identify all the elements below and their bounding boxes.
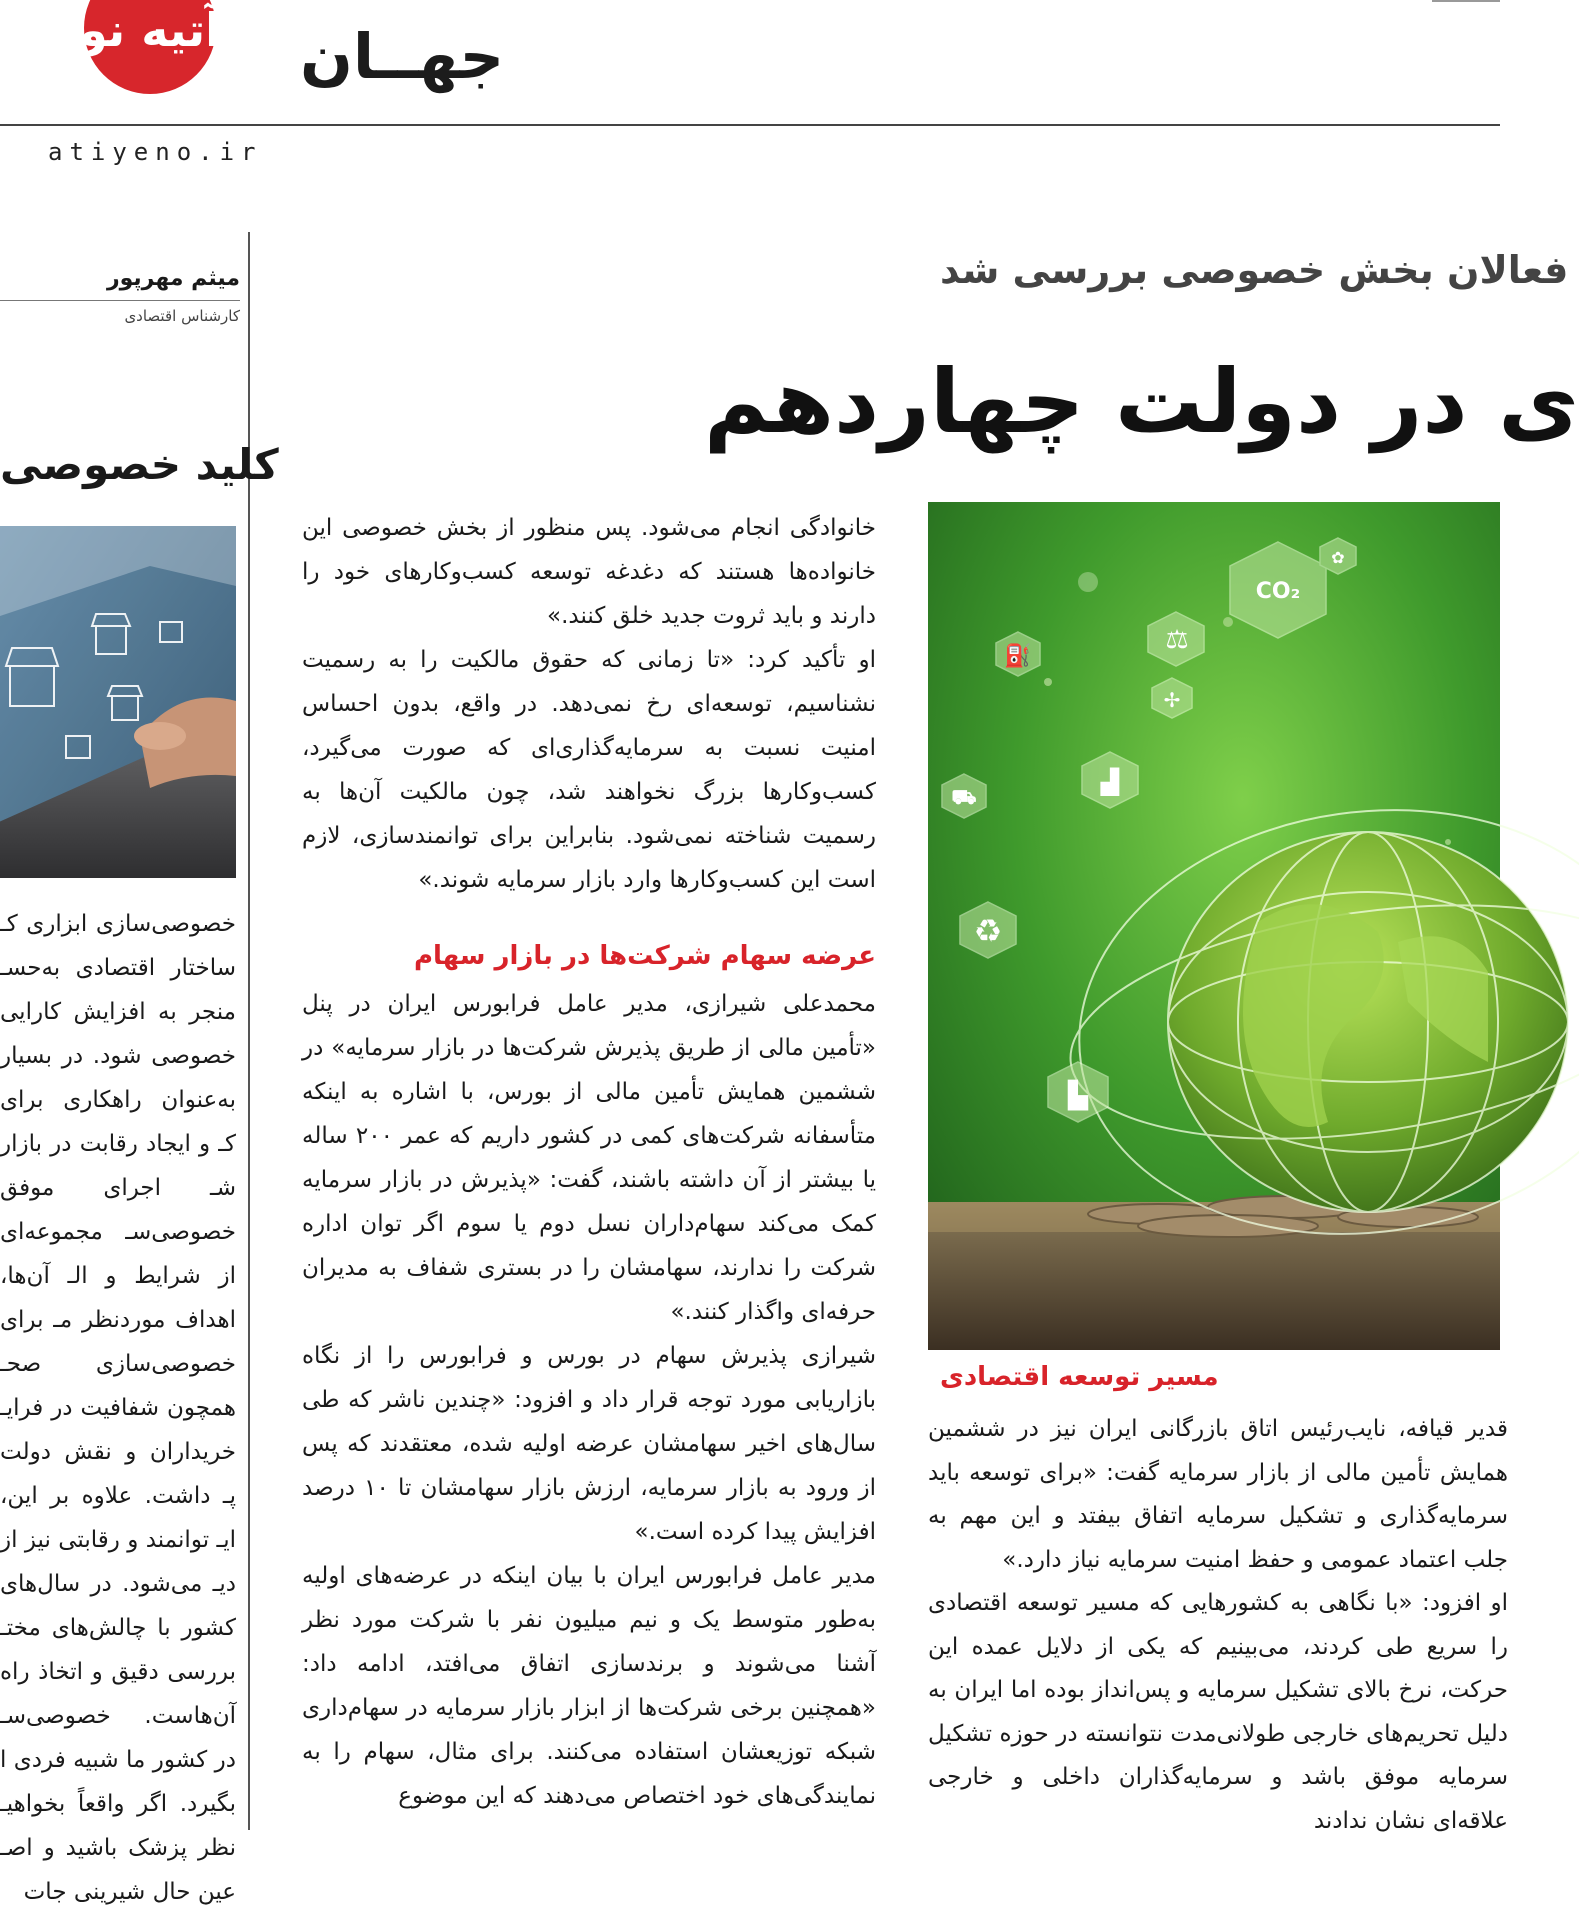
factory-icon: ▙ [1068, 1081, 1088, 1111]
svg-text:CO₂: CO₂ [1255, 579, 1301, 604]
right-paragraph: قدیر قیافه، نایب‌رئیس اتاق بازرگانی ایران نیز در ششمین همایش تأمین مالی از بازار سرمایه گفت: «برای توسعه باید سرمایه‌گذاری و تشکیل سرمایه اتفاق بیفتد و این مهم به جلب اعتماد عمومی و حفظ امنیت سرمایه نیاز دارد.» [928, 1416, 1508, 1573]
sidebar-title-text: کلید خصوصی [0, 440, 279, 489]
middle-paragraph: او تأکید کرد: «تا زمانی که حقوق مالکیت را به رسمیت نشناسیم، توسعه‌ای رخ نمی‌دهد. در واقع، بدون احساس امنیت نسبت به سرمایه‌گذاری‌ای که صورت می‌گیرد، کسب‌وکارها بزرگ نخواهند شد، چون مالکیت آن‌ها به رسمیت شناخته نمی‌شود. بنابراین برای توانمندسازی، لازم است این کسب‌وکارها وارد بازار سرمایه شوند.» [302, 647, 876, 893]
author-role: کارشناس اقتصادی [124, 307, 240, 325]
sidebar-paragraph: خصوصی‌سازی ابزاری کـ ساختار اقتصادی به‌حسـ منجر به افزایش کارایی خصوصی شود. در بسیار به‌عنوان راهکاری برای کـ و ایجاد رقابت در بازار شـ اجرای موفق خصوصی‌سـ مجموعه‌ای از شرایط و الـ آن‌ها، اهداف موردنظر مـ برای خصوصی‌سازی صحـ همچون شفافیت در فرایـ خریداران و نقش دولت پـ داشت. علاوه بر این، ایـ توانمند و رقابتی نیز از دیـ می‌شود. در سال‌های کشور با چالش‌های مختـ بررسی دقیق و اتخاذ راه آن‌هاست. خصوصی‌سـ در کشور ما شبیه فردی ا بگیرد. اگر واقعاً بخواهیـ نظر پزشک باشید و اصـ عین حال شیرینی جات [0, 911, 236, 1905]
growth-chart-icon: ▟ [1100, 768, 1120, 796]
scale-icon: ⚖ [1165, 625, 1189, 655]
recycle-icon: ♻ [973, 912, 1003, 950]
author-name: میثم مهرپور [106, 266, 240, 291]
article-kicker-text: فعالان بخش خصوصی بررسی شد [940, 248, 1569, 292]
electric-car-icon: ⛟ [951, 785, 977, 809]
right-subheading [940, 1362, 1500, 1406]
middle-paragraph: محمدعلی شیرازی، مدیر عامل فرابورس ایران در پنل «تأمین مالی از طریق پذیرش شرکت‌ها در بازار سرمایه» در ششمین همایش تأمین مالی از بورس، با اشاره به اینکه متأسفانه شرکت‌های کمی در کشور داریم که عمر ۲۰۰ ساله یا بیشتر از آن داشته باشند، گفت: «پذیرش در بازار سرمایه کمک می‌کند سهام‌داران نسل دوم یا سوم اگر توان اداره شرکت را ندارند، سهامشان را در بستری شفاف به مدیران حرفه‌ای واگذار کنند.» [302, 991, 876, 1325]
article-headline-text: ی در دولت چهاردهم [704, 350, 1579, 453]
article-headline [704, 350, 1579, 470]
middle-subheading: عرضه سهام شرکت‌ها در بازار سهام [413, 941, 876, 971]
main-photo-green-globe [928, 502, 1500, 1350]
middle-paragraph: خانوادگی انجام می‌شود. پس منظور از بخش خصوصی این خانواده‌ها هستند که دغدغه توسعه کسب‌وکارهای خود را دارند و باید ثروت جدید خلق کنند.» [302, 515, 876, 629]
top-corner-rule [1432, 0, 1500, 2]
fuel-icon: ⛽ [1004, 644, 1032, 669]
section-title: جهــان [300, 20, 505, 93]
middle-column [302, 506, 876, 1830]
sidebar-title [0, 440, 279, 500]
right-column [928, 1408, 1508, 1834]
sidebar-body [0, 902, 236, 1905]
middle-paragraph: مدیر عامل فرابورس ایران با بیان اینکه در عرضه‌های اولیه به‌طور متوسط یک و نیم میلیون نفر با شرکت مورد نظر آشنا می‌شوند و برندسازی اتفاق می‌افتد، ادامه داد: «همچنین برخی شرکت‌ها از ابزار بازار سرمایه در سهام‌داری شبکه توزیعشان استفاده می‌کنند. برای مثال، سهام را به نمایندگی‌های خود اختصاص می‌دهند که این موضوع [302, 1563, 876, 1809]
molecule-icon: ✿ [1331, 548, 1345, 567]
masthead-rule [0, 124, 1500, 126]
svg-text:آتیه نو: آتیه نو [79, 3, 221, 57]
author-rule [0, 300, 240, 301]
right-subheading-text: مسیر توسعه اقتصادی [940, 1362, 1219, 1392]
wind-turbine-icon: ✢ [1163, 688, 1181, 712]
atiyeno-logo[interactable] [72, 0, 228, 86]
article-kicker [940, 248, 1569, 308]
right-paragraph: او افزود: «با نگاهی به کشورهایی که مسیر توسعه اقتصادی را سریع طی کردند، می‌بینیم که یکی از دلایل عمده این حرکت، نرخ بالای تشکیل سرمایه و پس‌انداز بوده اما ایران به دلیل تحریم‌های خارجی طولانی‌مدت نتوانسته در حوزه تشکیل سرمایه موفق باشد و سرمایه‌گذاران داخلی و خارجی علاقه‌ای نشان ندادند [928, 1590, 1508, 1834]
site-url[interactable]: atiyeno.ir [48, 138, 263, 166]
sidebar-photo-laptop [0, 526, 236, 878]
middle-paragraph: شیرازی پذیرش سهام در بورس و فرابورس را از نگاه بازاریابی مورد توجه قرار داد و افزود: «چندین ناشر که طی سال‌های اخیر سهامشان عرضه اولیه شده، معتقدند که پس از ورود به بازار سرمایه، ارزش بازار سهامشان تا ۱۰ درصد افزایش پیدا کرده است.» [302, 1343, 876, 1545]
